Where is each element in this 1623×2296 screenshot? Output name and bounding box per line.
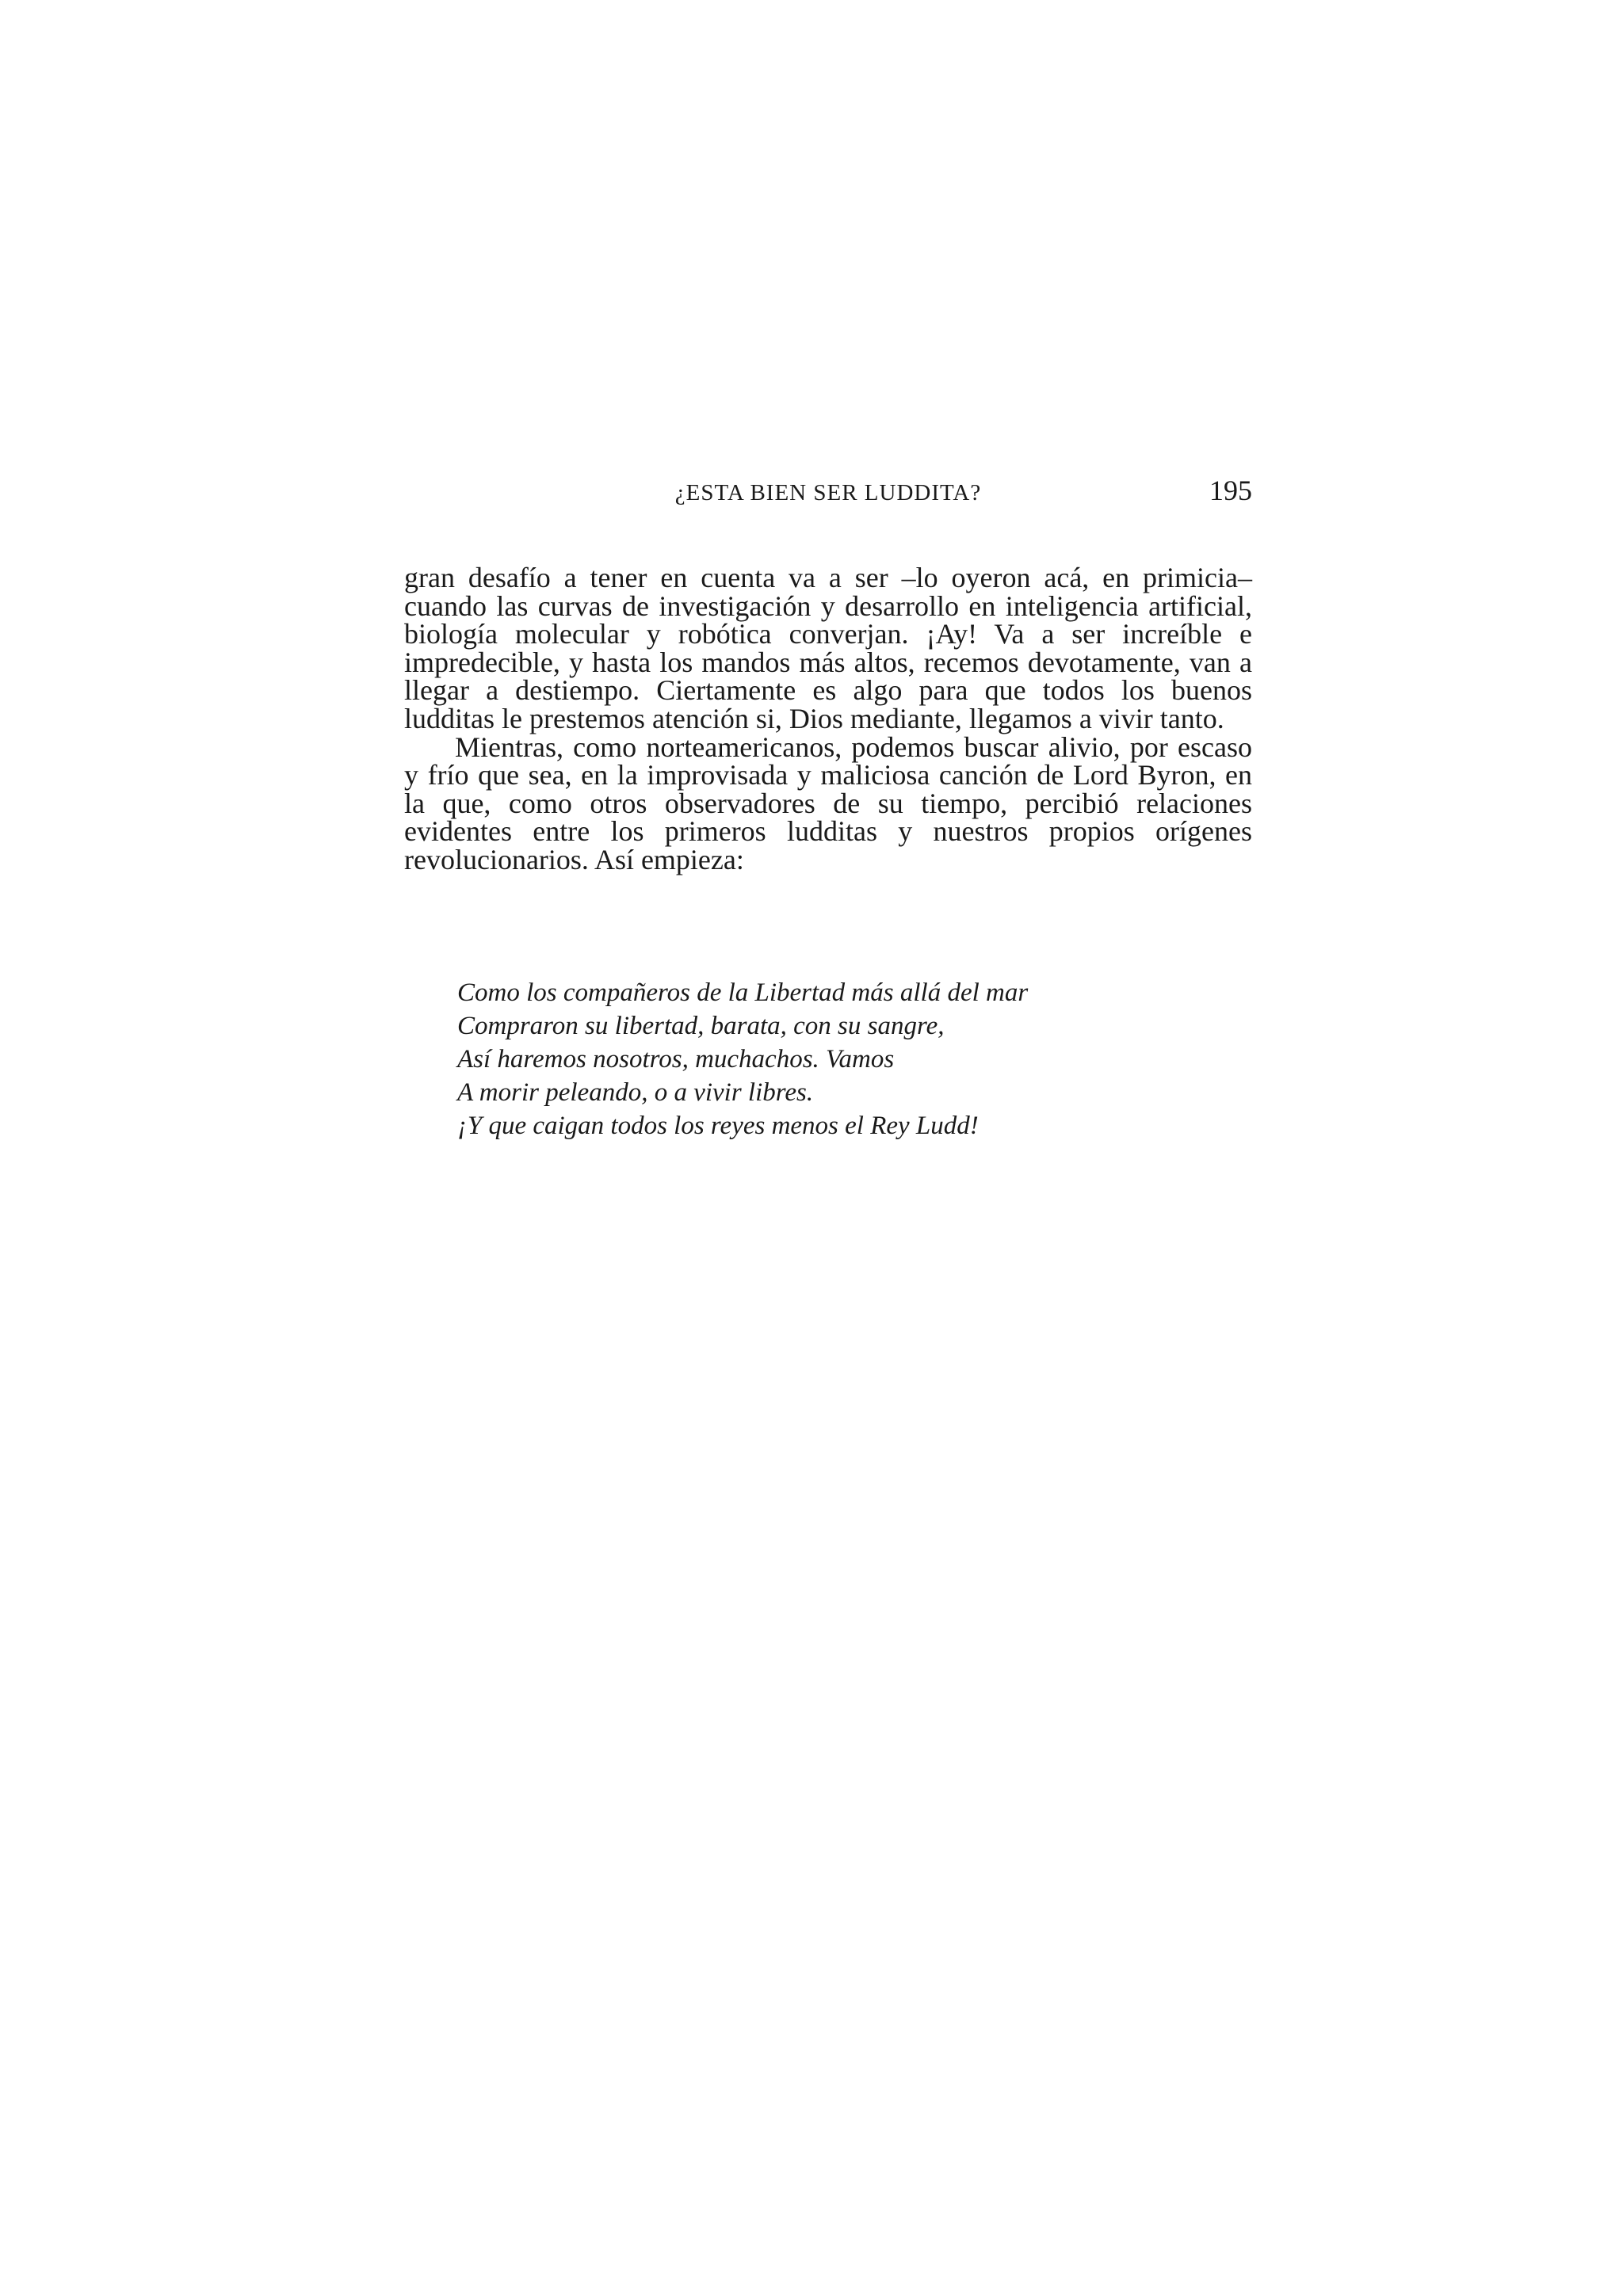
verse-line: ¡Y que caigan todos los reyes menos el Rey Ludd! [457, 1112, 979, 1140]
verse-line: Como los compañeros de la Libertad más allá del mar [457, 978, 1029, 1007]
verse-quote [457, 976, 1250, 1142]
verse-line: Así haremos nosotros, muchachos. Vamos [457, 1045, 895, 1074]
paragraph: Mientras, como norteamericanos, podemos buscar alivio, por escaso y frío que sea, en la improvisada y maliciosa canción de Lord Byron, en la que, como otros observadores de su tiempo, percibió relaciones evidentes entre los primeros ludditas y nuestros propios orígenes revolucionarios. Así empieza: [404, 730, 1252, 875]
running-title: ¿ESTA BIEN SER LUDDITA? [674, 480, 982, 505]
paragraph-continued: gran desafío a tener en cuenta va a ser –lo oyeron acá, en primicia– cuando las curvas de investigación y desarrollo en inteligencia artificial, biología molecular y robótica converjan. ¡Ay! Va a ser increíble e impredecible, y hasta los mandos más altos, recemos devotamente, van a llegar a destiempo. Ciertamente es algo para que todos los buenos ludditas le prestemos atención si, Dios mediante, llegamos a vivir tanto. [404, 562, 1252, 734]
verse-line: A morir peleando, o a vivir libres. [457, 1078, 814, 1107]
page-number: 195 [1209, 475, 1252, 506]
running-head [404, 474, 1252, 513]
verse-line: Compraron su libertad, barata, con su sangre, [457, 1012, 945, 1040]
body-text [404, 564, 1252, 875]
